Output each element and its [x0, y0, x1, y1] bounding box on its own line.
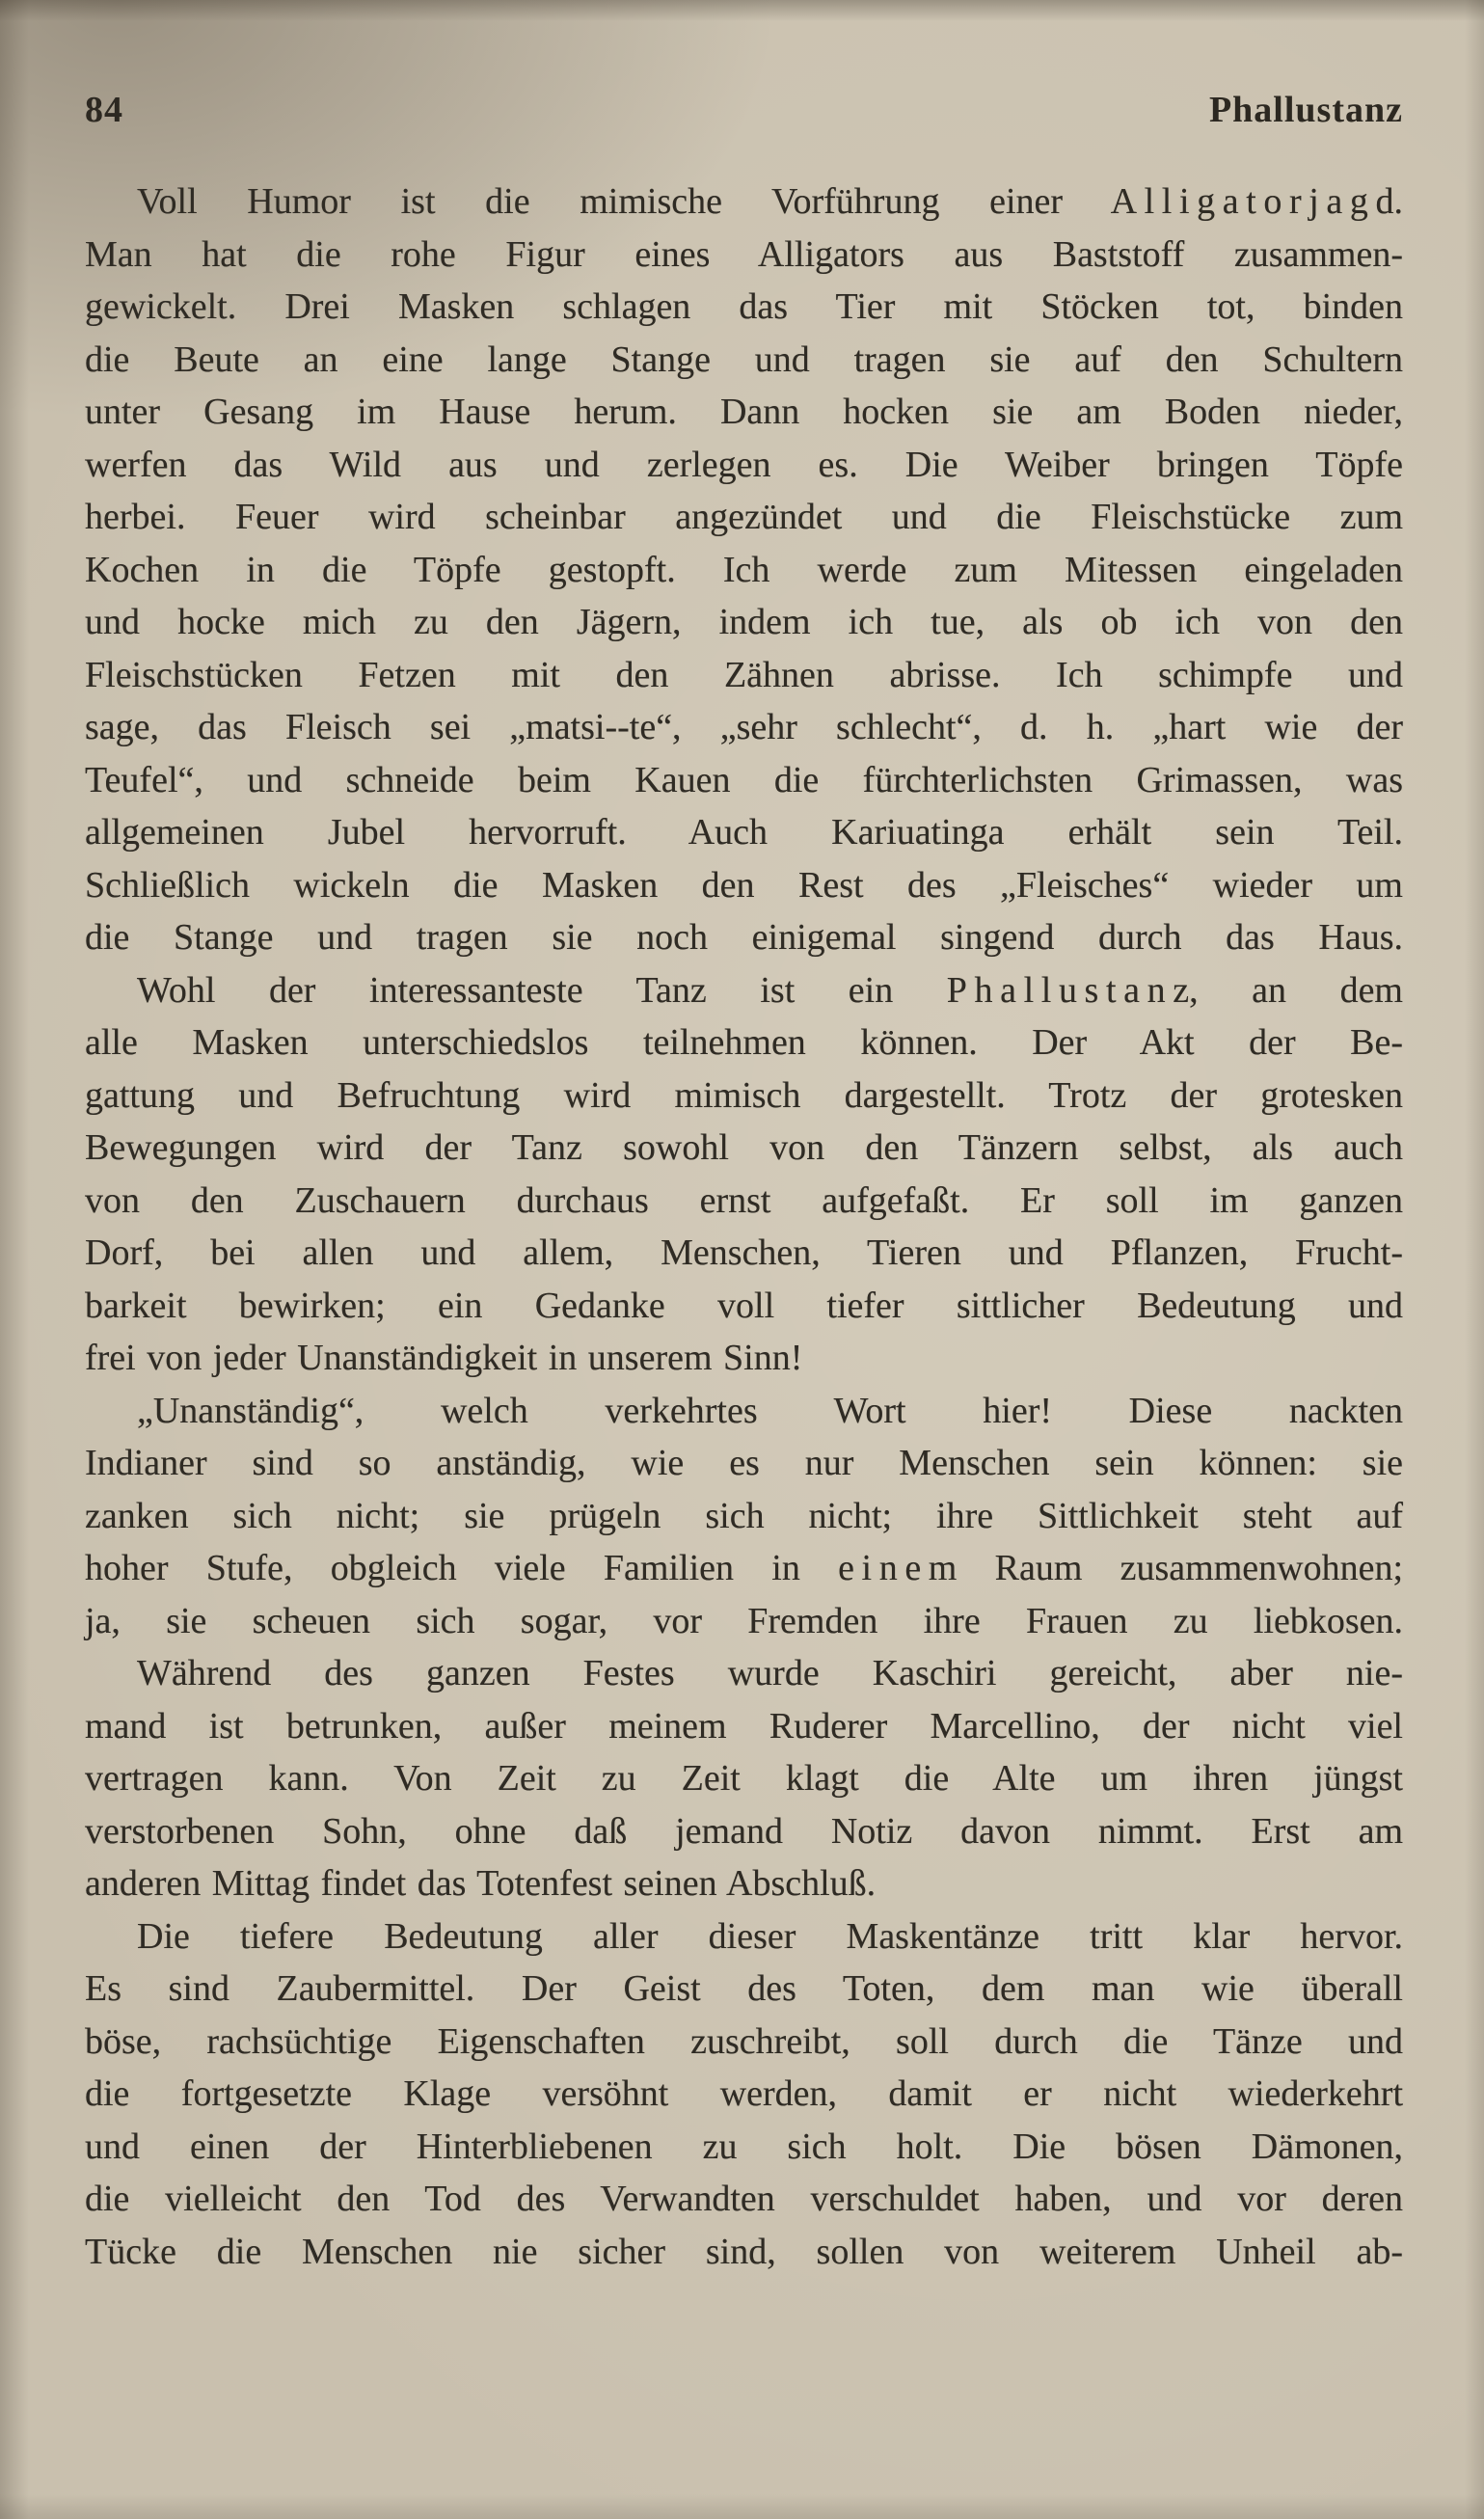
- text-line: die Stange und tragen sie noch einigemal singend durch das Haus.: [85, 917, 1403, 958]
- text-line: verstorbenen Sohn, ohne daß jemand Notiz davon nimmt. Erst am: [85, 1810, 1403, 1852]
- text-line: sage, das Fleisch sei „matsi--te“, „sehr schlecht“, d. h. „hart wie der: [85, 707, 1403, 747]
- text-line: barkeit bewirken; ein Gedanke voll tiefer sittlicher Bedeutung und: [85, 1285, 1403, 1326]
- text-line: frei von jeder Unanständigkeit in unserem Sinn!: [85, 1338, 803, 1378]
- text-line: Voll Humor ist die mimische Vorführung einer A l l i g a t o r j a g d.: [137, 181, 1403, 222]
- text-line: Schließlich wickeln die Masken den Rest des „Fleisches“ wieder um: [85, 864, 1403, 906]
- text-line: werfen das Wild aus und zerlegen es. Die Weiber bringen Töpfe: [85, 444, 1403, 485]
- page-content: [85, 89, 1403, 2278]
- text-line: unter Gesang im Hause herum. Dann hocken sie am Boden nieder,: [85, 392, 1403, 432]
- running-header: Phallustanz: [1208, 90, 1403, 130]
- body-text: [85, 176, 1403, 2278]
- text-line: die Beute an eine lange Stange und tragen sie auf den Schultern: [85, 339, 1403, 380]
- text-line: Wohl der interessanteste Tanz ist ein P h a l l u s t a n z, an dem: [137, 969, 1403, 1011]
- text-line: mand ist betrunken, außer meinem Ruderer Marcellino, der nicht viel: [85, 1705, 1403, 1747]
- text-line: „Unanständig“, welch verkehrtes Wort hier! Diese nackten: [137, 1390, 1403, 1431]
- text-line: Während des ganzen Festes wurde Kaschiri gereicht, aber nie-: [137, 1653, 1403, 1693]
- text-line: Teufel“, und schneide beim Kauen die fürchterlichsten Grimassen, was: [85, 759, 1403, 800]
- text-line: und hocke mich zu den Jägern, indem ich tue, als ob ich von den: [85, 602, 1403, 642]
- text-line: gewickelt. Drei Masken schlagen das Tier mit Stöcken tot, binden: [85, 286, 1403, 327]
- text-line: Dorf, bei allen und allem, Menschen, Tieren und Pflanzen, Frucht-: [85, 1232, 1403, 1273]
- page-header: [85, 89, 1403, 131]
- text-line: und einen der Hinterbliebenen zu sich holt. Die bösen Dämonen,: [85, 2126, 1403, 2167]
- text-line: Die tiefere Bedeutung aller dieser Maskentänze tritt klar hervor.: [137, 1915, 1403, 1957]
- text-line: ja, sie scheuen sich sogar, vor Fremden ihre Frauen zu liebkosen.: [85, 1600, 1403, 1641]
- text-line: die fortgesetzte Klage versöhnt werden, damit er nicht wiederkehrt: [85, 2073, 1403, 2114]
- text-line: vertragen kann. Von Zeit zu Zeit klagt die Alte um ihren jüngst: [85, 1758, 1403, 1799]
- text-line: anderen Mittag findet das Totenfest seinen Abschluß.: [85, 1863, 877, 1904]
- text-line: die vielleicht den Tod des Verwandten verschuldet haben, und vor deren: [85, 2179, 1403, 2219]
- text-line: von den Zuschauern durchaus ernst aufgefaßt. Er soll im ganzen: [85, 1179, 1403, 1221]
- text-line: herbei. Feuer wird scheinbar angezündet und die Fleischstücke zum: [85, 497, 1403, 537]
- text-line: Bewegungen wird der Tanz sowohl von den Tänzern selbst, als auch: [85, 1127, 1403, 1168]
- text-line: böse, rachsüchtige Eigenschaften zuschreibt, soll durch die Tänze und: [85, 2020, 1403, 2062]
- text-line: Fleischstücken Fetzen mit den Zähnen abrisse. Ich schimpfe und: [85, 654, 1403, 695]
- text-line: gattung und Befruchtung wird mimisch dargestellt. Trotz der grotesken: [85, 1074, 1403, 1116]
- text-line: Man hat die rohe Figur eines Alligators aus Baststoff zusammen-: [85, 233, 1403, 275]
- text-line: Es sind Zaubermittel. Der Geist des Toten, dem man wie überall: [85, 1968, 1403, 2009]
- text-line: allgemeinen Jubel hervorruft. Auch Kariuatinga erhält sein Teil.: [85, 812, 1403, 853]
- text-line: hoher Stufe, obgleich viele Familien in e i n e m Raum zusammenwohnen;: [85, 1548, 1403, 1588]
- text-line: Tücke die Menschen nie sicher sind, sollen von weiterem Unheil ab-: [85, 2231, 1403, 2272]
- text-line: zanken sich nicht; sie prügeln sich nicht; ihre Sittlichkeit steht auf: [85, 1495, 1403, 1536]
- text-line: Indianer sind so anständig, wie es nur Menschen sein können: sie: [85, 1443, 1403, 1483]
- text-line: Kochen in die Töpfe gestopft. Ich werde zum Mitessen eingeladen: [85, 549, 1403, 590]
- text-line: alle Masken unterschiedslos teilnehmen können. Der Akt der Be-: [85, 1022, 1403, 1063]
- page-number: 84: [85, 90, 123, 130]
